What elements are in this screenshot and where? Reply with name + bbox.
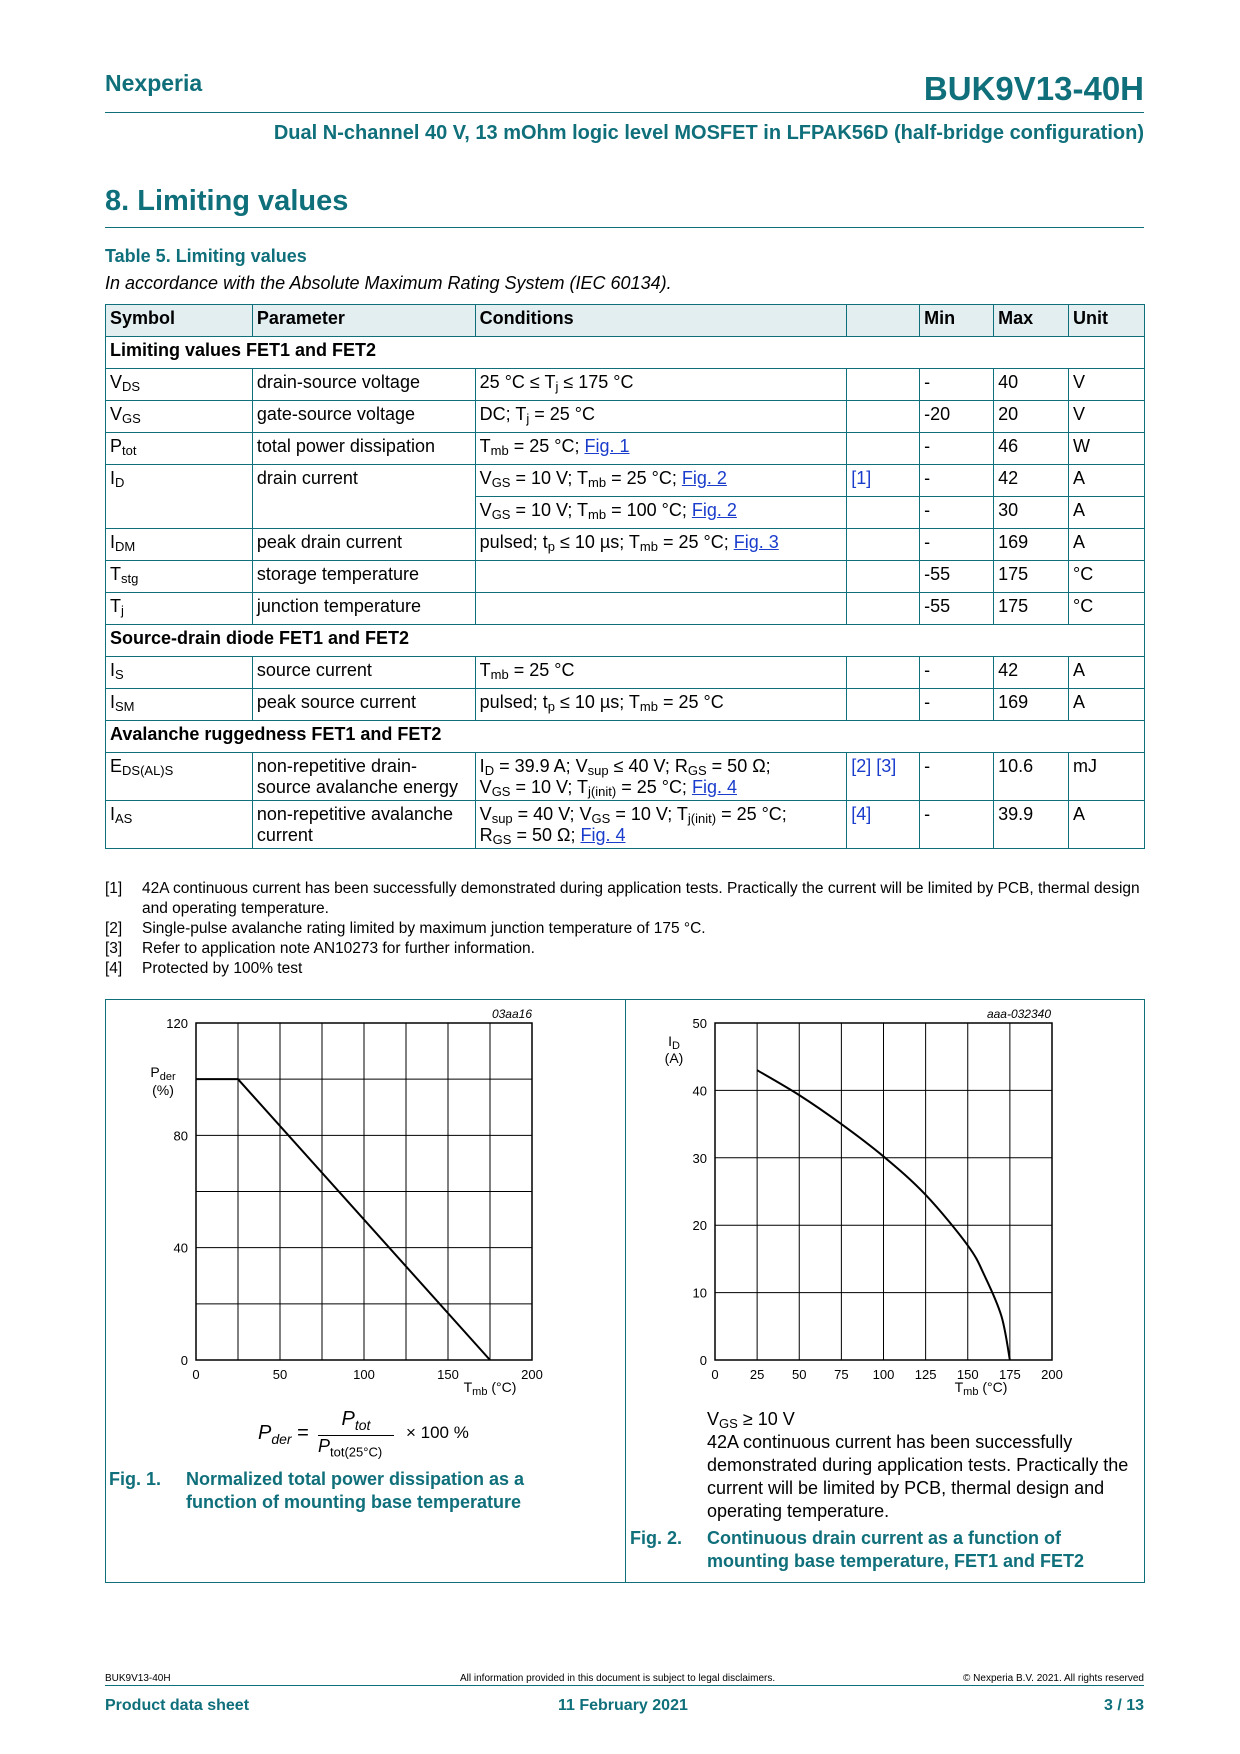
table-row xyxy=(106,433,1145,465)
x-tick-label: 0 xyxy=(192,1367,200,1382)
fig-link[interactable]: Fig. 2 xyxy=(691,500,737,520)
symbol-cell: $I_D$ xyxy=(106,465,253,529)
ref-cell xyxy=(847,433,920,465)
figure1-title-line2: function of mounting base temperature xyxy=(186,1492,522,1512)
max-cell: 39.9 xyxy=(994,801,1069,849)
fig-link[interactable]: Fig. 1 xyxy=(584,436,630,456)
footer-copyright: © Nexperia B.V. 2021. All rights reserved xyxy=(963,1673,1144,1684)
x-tick-label: 150 xyxy=(437,1367,459,1382)
max-cell: 169 xyxy=(994,689,1069,721)
parameter-cell: gate-source voltage xyxy=(252,401,475,433)
derating-formula: $P_{der}$ = $P_{tot}$ $P_{tot(25^\circ C)}$ × 100 % xyxy=(258,1408,469,1460)
footnote-text: Single-pulse avalanche rating limited by maximum junction temperature of 175 °C. xyxy=(142,920,706,937)
footnote-number: [3] xyxy=(105,940,123,957)
group-label: Avalanche ruggedness FET1 and FET2 xyxy=(106,721,1145,753)
max-cell: 40 xyxy=(994,369,1069,401)
chart-grid xyxy=(715,1023,1052,1360)
unit-cell: A xyxy=(1069,529,1145,561)
symbol-cell: $I_{DM}$ xyxy=(106,529,253,561)
col-unit: Unit xyxy=(1069,305,1145,337)
unit-cell: A xyxy=(1069,657,1145,689)
ref-cell xyxy=(847,657,920,689)
footnote-number: [4] xyxy=(105,960,123,977)
unit-cell: A xyxy=(1069,497,1145,529)
chart-power-derating xyxy=(110,1005,620,1425)
y-tick-label: 40 xyxy=(692,1083,707,1099)
unit-cell: A xyxy=(1069,801,1145,849)
parameter-cell: total power dissipation xyxy=(252,433,475,465)
col-symbol: Symbol xyxy=(106,305,253,337)
symbol-cell: $E_{DS(AL)S}$ xyxy=(106,753,253,801)
parameter-cell: storage temperature xyxy=(252,561,475,593)
footnote-number: [1] xyxy=(105,880,123,897)
series-line xyxy=(196,1079,490,1360)
figure1-number: Fig. 1. xyxy=(109,1469,162,1489)
figure2-title-line2: mounting base temperature, FET1 and FET2 xyxy=(707,1551,1085,1571)
conditions-cell: $V_{GS} = 10$ V; $T_{mb} = 100$ °C; Fig. 2 xyxy=(475,497,847,529)
footer-rule xyxy=(105,1685,1144,1686)
figure2-note-text: 42A continuous current has been successfully demonstrated during application tests. Practically the current will be limited by PCB, thermal design and operating temperature. xyxy=(707,1432,1129,1521)
unit-cell: mJ xyxy=(1069,753,1145,801)
figure2-number: Fig. 2. xyxy=(630,1528,683,1548)
figure1-title-line1: Normalized total power dissipation as a xyxy=(186,1469,525,1489)
group-label: Source-drain diode FET1 and FET2 xyxy=(106,625,1145,657)
x-tick-label: 100 xyxy=(353,1367,375,1382)
y-tick-label: 80 xyxy=(173,1128,188,1144)
parameter-cell: non-repetitive drain- source avalanche energy xyxy=(252,753,475,801)
fig-link[interactable]: Fig. 4 xyxy=(691,777,737,797)
max-cell: 169 xyxy=(994,529,1069,561)
unit-cell: V xyxy=(1069,369,1145,401)
symbol-cell: $T_j$ xyxy=(106,593,253,625)
figure2-condition: $V_{GS} \ge 10$ V xyxy=(707,1409,795,1431)
ref-cell xyxy=(847,529,920,561)
conditions-cell: pulsed; $t_p \le 10$ µs; $T_{mb} = 25$ °C; Fig. 3 xyxy=(475,529,847,561)
ref-cell xyxy=(847,753,920,801)
symbol-cell: $I_{SM}$ xyxy=(106,689,253,721)
x-tick-label: 200 xyxy=(1041,1367,1063,1382)
symbol-cell: $P_{tot}$ xyxy=(106,433,253,465)
max-cell: 10.6 xyxy=(994,753,1069,801)
min-cell: -55 xyxy=(920,561,994,593)
y-axis-label: $I_D$ xyxy=(668,1033,680,1052)
footnote-ref-link[interactable]: [4] xyxy=(851,804,872,824)
part-number: BUK9V13-40H xyxy=(923,70,1144,107)
document-subtitle: Dual N-channel 40 V, 13 mOhm logic level MOSFET in LFPAK56D (half-bridge configuration) xyxy=(273,122,1144,144)
y-tick-label: 0 xyxy=(699,1353,707,1368)
table-header-row xyxy=(106,305,1145,337)
table-row xyxy=(106,561,1145,593)
parameter-cell: source current xyxy=(252,657,475,689)
max-cell: 42 xyxy=(994,657,1069,689)
x-tick-label: 200 xyxy=(521,1367,543,1382)
max-cell: 175 xyxy=(994,593,1069,625)
chart-code: 03aa16 xyxy=(491,1007,532,1021)
y-tick-label: 30 xyxy=(692,1150,707,1166)
group-row xyxy=(106,625,1145,657)
ref-cell xyxy=(847,401,920,433)
table-row xyxy=(106,401,1145,433)
min-cell: - xyxy=(920,801,994,849)
fig-link[interactable]: Fig. 3 xyxy=(733,532,779,552)
conditions-cell: $I_D = 39.9$ A; $V_{sup} \le 40$ V; $R_{GS} = 50$ Ω; $V_{GS} = 10$ V; $T_{j(init)} = 25$ °C; Fig. 4 xyxy=(475,753,847,801)
footnote-ref-link[interactable]: [2] [3] xyxy=(851,756,897,776)
chart-drain-current xyxy=(630,1005,1140,1425)
table-row xyxy=(106,593,1145,625)
max-cell: 46 xyxy=(994,433,1069,465)
min-cell: - xyxy=(920,657,994,689)
unit-cell: W xyxy=(1069,433,1145,465)
parameter-cell: junction temperature xyxy=(252,593,475,625)
conditions-cell: DC; $T_j = 25$ °C xyxy=(475,401,847,433)
unit-cell: V xyxy=(1069,401,1145,433)
table-row xyxy=(106,801,1145,849)
group-label: Limiting values FET1 and FET2 xyxy=(106,337,1145,369)
group-row xyxy=(106,721,1145,753)
table-note: In accordance with the Absolute Maximum Rating System (IEC 60134). xyxy=(105,273,672,293)
max-cell: 20 xyxy=(994,401,1069,433)
y-tick-label: 0 xyxy=(180,1353,188,1368)
parameter-cell: drain-source voltage xyxy=(252,369,475,401)
figure-divider xyxy=(625,999,626,1583)
figure2-title-line1: Continuous drain current as a function of xyxy=(707,1528,1062,1548)
brand-name: Nexperia xyxy=(105,70,203,96)
min-cell: - xyxy=(920,369,994,401)
parameter-cell: peak drain current xyxy=(252,529,475,561)
footer-doc-id: BUK9V13-40H xyxy=(105,1673,171,1684)
x-tick-label: 125 xyxy=(914,1367,937,1382)
fig-link[interactable]: Fig. 2 xyxy=(681,468,727,488)
parameter-cell: peak source current xyxy=(252,689,475,721)
y-axis-unit: (%) xyxy=(152,1082,174,1098)
footer-date: 11 February 2021 xyxy=(558,1697,688,1714)
footnote-text: Refer to application note AN10273 for further information. xyxy=(142,940,535,957)
section-rule xyxy=(105,227,1144,228)
parameter-cell: drain current xyxy=(252,465,475,529)
ref-cell xyxy=(847,369,920,401)
footer-doc-type: Product data sheet xyxy=(105,1697,250,1714)
conditions-cell: 25 $^\circ C \le T_j \le 175$ °C xyxy=(475,369,847,401)
conditions-cell: pulsed; $t_p \le 10$ µs; $T_{mb} = 25$ °C xyxy=(475,689,847,721)
chart-series xyxy=(196,1079,490,1360)
parameter-cell: non-repetitive avalanche current xyxy=(252,801,475,849)
max-cell: 175 xyxy=(994,561,1069,593)
col-parameter: Parameter xyxy=(252,305,475,337)
symbol-cell: $V_{DS}$ xyxy=(106,369,253,401)
col-max: Max xyxy=(994,305,1069,337)
header-rule xyxy=(105,112,1144,113)
chart-code: aaa-032340 xyxy=(986,1007,1051,1021)
y-tick-label: 40 xyxy=(173,1240,188,1256)
symbol-cell: $T_{stg}$ xyxy=(106,561,253,593)
table-row xyxy=(106,753,1145,801)
fig-link[interactable]: Fig. 4 xyxy=(580,825,626,845)
x-tick-label: 25 xyxy=(749,1367,765,1382)
unit-cell: A xyxy=(1069,689,1145,721)
conditions-cell: $T_{mb} = 25$ °C xyxy=(475,657,847,689)
ref-cell xyxy=(847,465,920,497)
table-row xyxy=(106,465,1145,497)
footer-page: 3 / 13 xyxy=(1103,1697,1144,1714)
x-tick-label: 50 xyxy=(792,1367,807,1382)
table-row xyxy=(106,657,1145,689)
x-tick-label: 150 xyxy=(956,1367,979,1382)
ref-cell xyxy=(847,561,920,593)
y-axis-label: $P_{der}$ xyxy=(150,1064,176,1083)
min-cell: -20 xyxy=(920,401,994,433)
chart-grid xyxy=(196,1023,532,1360)
table-row xyxy=(106,689,1145,721)
footer-disclaimer: All information provided in this document is subject to legal disclaimers. xyxy=(460,1673,776,1684)
x-tick-label: 100 xyxy=(872,1367,895,1382)
unit-cell: °C xyxy=(1069,593,1145,625)
conditions-cell xyxy=(475,593,847,625)
footnote-text: Protected by 100% test xyxy=(142,960,303,977)
ref-cell xyxy=(847,689,920,721)
min-cell: - xyxy=(920,433,994,465)
chart-ticks xyxy=(166,1016,543,1382)
min-cell: - xyxy=(920,689,994,721)
x-axis-label: $T_{mb}$ (°C) xyxy=(463,1379,517,1398)
table-row xyxy=(106,369,1145,401)
unit-cell: A xyxy=(1069,465,1145,497)
section-title: 8. Limiting values xyxy=(105,185,349,217)
y-tick-label: 10 xyxy=(692,1285,707,1301)
col-conditions: Conditions xyxy=(475,305,847,337)
ref-cell xyxy=(847,801,920,849)
y-axis-unit: (A) xyxy=(664,1050,684,1066)
conditions-cell: $V_{sup} = 40$ V; $V_{GS} = 10$ V; $T_{j(init)} = 25$ °C; $R_{GS} = 50$ Ω; Fig. 4 xyxy=(475,801,847,849)
chart-ticks xyxy=(693,1016,1063,1382)
min-cell: -55 xyxy=(920,593,994,625)
x-tick-label: 50 xyxy=(272,1367,288,1382)
symbol-cell: $I_{AS}$ xyxy=(106,801,253,849)
x-tick-label: 175 xyxy=(999,1367,1021,1382)
unit-cell: °C xyxy=(1069,561,1145,593)
y-tick-label: 120 xyxy=(166,1016,188,1031)
min-cell: - xyxy=(920,465,994,497)
x-tick-label: 75 xyxy=(834,1367,849,1382)
symbol-cell: $V_{GS}$ xyxy=(106,401,253,433)
limiting-values-table xyxy=(105,304,1145,849)
table-caption: Table 5. Limiting values xyxy=(105,246,307,266)
group-row xyxy=(106,337,1145,369)
x-axis-label: $T_{mb}$ (°C) xyxy=(954,1379,1008,1398)
footnote-text: 42A continuous current has been successfully demonstrated during application tests. Practically the current will be limited by PCB, thermal design and operating temperature. xyxy=(142,880,1140,917)
table-row xyxy=(106,529,1145,561)
min-cell: - xyxy=(920,529,994,561)
max-cell: 42 xyxy=(994,465,1069,497)
conditions-cell: $T_{mb} = 25$ °C; Fig. 1 xyxy=(475,433,847,465)
y-tick-label: 20 xyxy=(692,1218,707,1234)
col-min: Min xyxy=(920,305,994,337)
min-cell: - xyxy=(920,753,994,801)
max-cell: 30 xyxy=(994,497,1069,529)
symbol-cell: $I_S$ xyxy=(106,657,253,689)
figure2-note xyxy=(707,1408,1137,1523)
footnote-number: [2] xyxy=(105,920,123,937)
footnote-ref-link[interactable]: [1] xyxy=(851,468,872,488)
conditions-cell xyxy=(475,561,847,593)
y-tick-label: 50 xyxy=(692,1016,707,1031)
x-tick-label: 0 xyxy=(711,1367,719,1382)
conditions-cell: $V_{GS} = 10$ V; $T_{mb} = 25$ °C; Fig. 2 xyxy=(475,465,847,497)
ref-cell xyxy=(847,593,920,625)
min-cell: - xyxy=(920,497,994,529)
col-ref xyxy=(847,305,920,337)
ref-cell xyxy=(847,497,920,529)
